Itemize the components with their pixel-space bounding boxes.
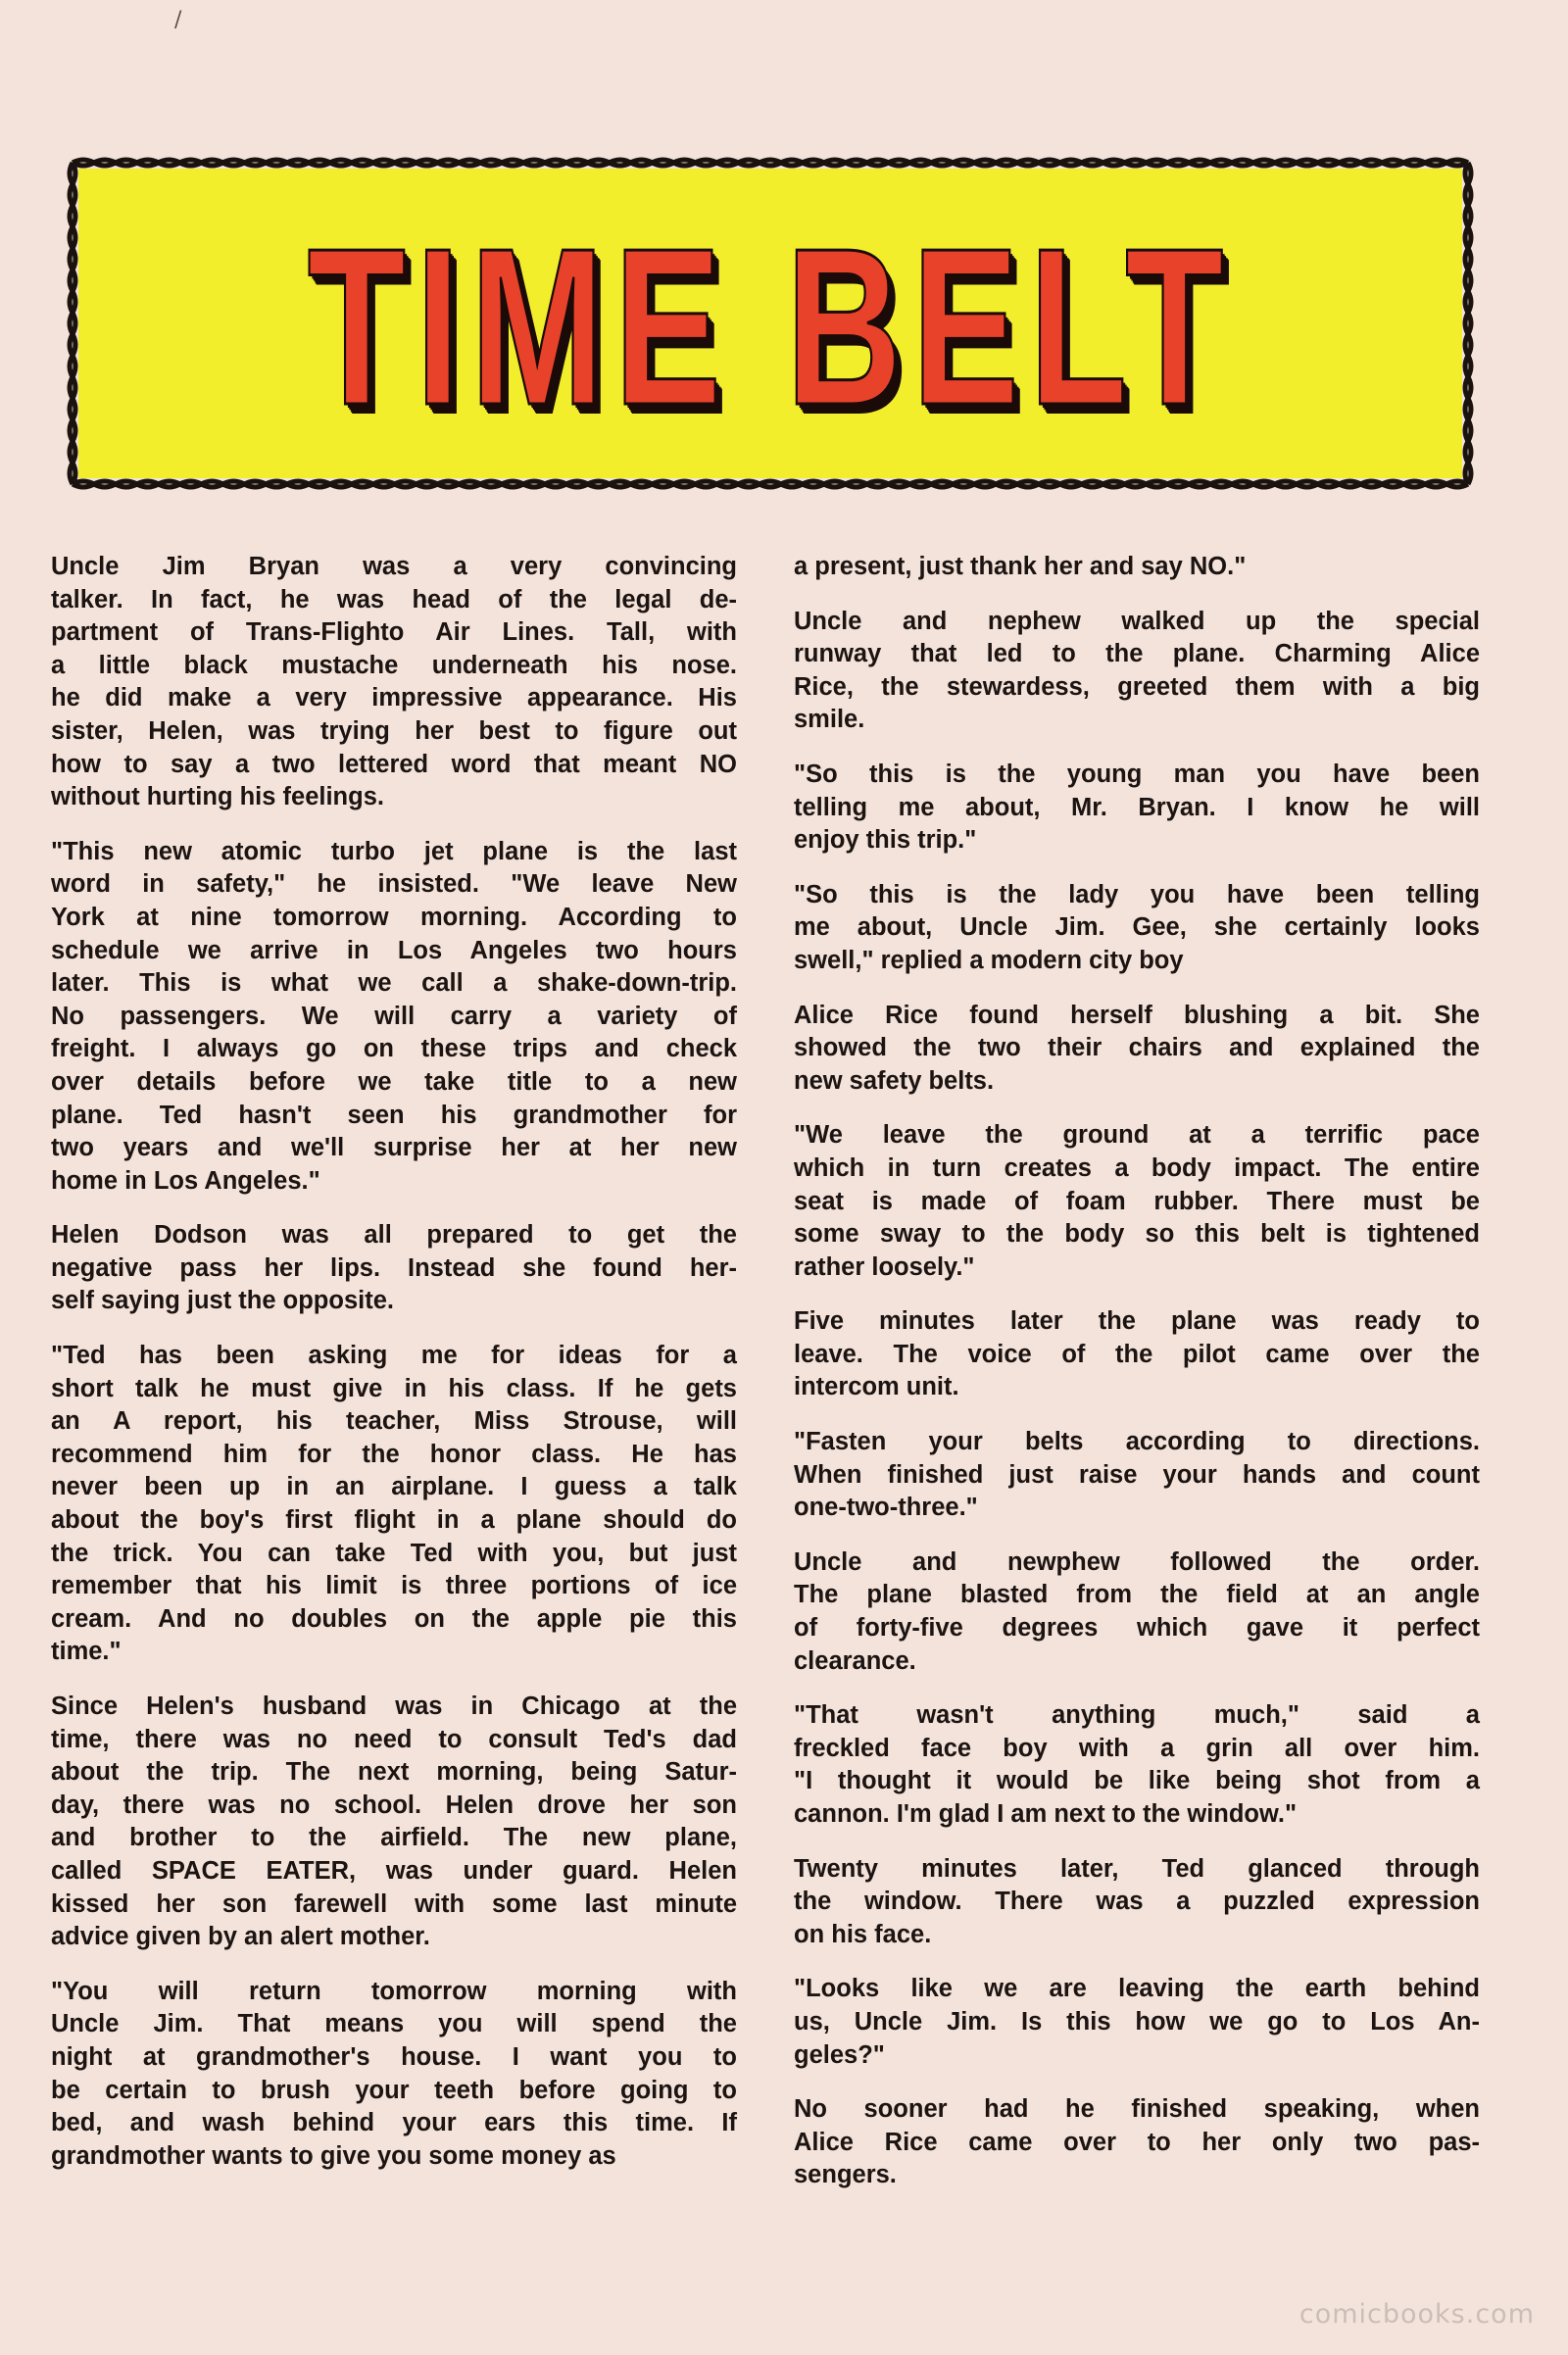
- text-line: Uncle and newphew followed the order.: [794, 1547, 1480, 1576]
- text-line: some sway to the body so this belt is tightened: [794, 1220, 1480, 1249]
- text-line: time.": [51, 1638, 122, 1666]
- text-line: No sooner had he finished speaking, when: [794, 2095, 1480, 2124]
- paragraph: [51, 1976, 737, 2174]
- text-line: showed the two their chairs and explained the: [794, 1034, 1480, 1062]
- text-line: about the trip. The next morning, being Satur-: [51, 1758, 737, 1787]
- text-line: Helen Dodson was all prepared to get the: [51, 1221, 737, 1250]
- text-line: me about, Uncle Jim. Gee, she certainly looks: [794, 913, 1480, 942]
- text-line: plane. Ted hasn't seen his grandmother for: [51, 1101, 737, 1129]
- text-line: geles?": [794, 2040, 885, 2069]
- text-line: a present, just thank her and say NO.": [794, 553, 1247, 580]
- text-line: "We leave the ground at a terrific pace: [794, 1121, 1480, 1150]
- text-line: "Fasten your belts according to directions.: [794, 1428, 1480, 1456]
- text-line: "I thought it would be like being shot from a: [794, 1767, 1480, 1795]
- text-line: never been up in an airplane. I guess a talk: [51, 1473, 737, 1501]
- text-line: Rice, the stewardess, greeted them with a big: [794, 672, 1480, 701]
- paragraph: [794, 1119, 1480, 1284]
- text-line: negative pass her lips. Instead she found her-: [51, 1253, 737, 1282]
- text-line: self saying just the opposite.: [51, 1287, 394, 1315]
- right-column: [794, 551, 1480, 2214]
- text-line: sister, Helen, was trying her best to figure out: [51, 716, 737, 745]
- text-line: Uncle and nephew walked up the special: [794, 607, 1480, 635]
- text-line: day, there was no school. Helen drove her son: [51, 1791, 737, 1819]
- text-line: remember that his limit is three portions of ice: [51, 1572, 737, 1600]
- text-line: enjoy this trip.": [794, 826, 977, 855]
- text-line: which in turn creates a body impact. The entire: [794, 1153, 1480, 1182]
- text-line: When finished just raise your hands and count: [794, 1460, 1480, 1489]
- text-line: and brother to the airfield. The new plane,: [51, 1824, 737, 1852]
- text-line: us, Uncle Jim. Is this how we go to Los An-: [794, 2007, 1480, 2036]
- text-line: swell," replied a modern city boy: [794, 946, 1184, 974]
- text-line: Alice Rice came over to her only two pas-: [794, 2128, 1480, 2156]
- text-line: The plane blasted from the field at an angle: [794, 1581, 1480, 1609]
- text-line: partment of Trans-Flighto Air Lines. Tall, with: [51, 618, 737, 647]
- text-line: "So this is the lady you have been telling: [794, 880, 1480, 908]
- left-column: [51, 551, 737, 2194]
- text-line: intercom unit.: [794, 1373, 959, 1401]
- paragraph: [794, 1853, 1480, 1952]
- text-line: recommend him for the honor class. He has: [51, 1440, 737, 1468]
- paragraph: [794, 1000, 1480, 1099]
- text-line: telling me about, Mr. Bryan. I know he will: [794, 793, 1480, 821]
- text-line: cream. And no doubles on the apple pie this: [51, 1604, 737, 1633]
- page-speck: /: [174, 8, 182, 32]
- text-line: talker. In fact, he was head of the legal de-: [51, 585, 737, 613]
- text-line: "Ted has been asking me for ideas for a: [51, 1342, 737, 1370]
- text-line: "That wasn't anything much," said a: [794, 1701, 1480, 1730]
- text-line: over details before we take title to a new: [51, 1067, 737, 1096]
- page-title: TIME BELT: [307, 202, 1234, 452]
- paragraph: [794, 759, 1480, 858]
- paragraph: [794, 551, 1480, 584]
- text-line: the window. There was a puzzled expression: [794, 1888, 1480, 1916]
- text-line: new safety belts.: [794, 1066, 995, 1095]
- text-line: "This new atomic turbo jet plane is the last: [51, 837, 737, 865]
- text-line: Uncle Jim. That means you will spend the: [51, 2010, 737, 2038]
- paragraph: [794, 606, 1480, 737]
- text-line: sengers.: [794, 2161, 897, 2189]
- paragraph: [794, 1973, 1480, 2072]
- text-line: Twenty minutes later, Ted glanced through: [794, 1854, 1480, 1883]
- text-line: of forty-five degrees which gave it perfect: [794, 1614, 1480, 1643]
- text-line: word in safety," he insisted. "We leave New: [51, 870, 737, 899]
- text-line: freckled face boy with a grin all over him.: [794, 1734, 1480, 1762]
- text-line: runway that led to the plane. Charming Alice: [794, 640, 1480, 668]
- text-line: a little black mustache underneath his nose.: [51, 651, 737, 679]
- text-line: Five minutes later the plane was ready to: [794, 1307, 1480, 1336]
- text-line: advice given by an alert mother.: [51, 1923, 430, 1951]
- paragraph: [51, 836, 737, 1199]
- paragraph: [51, 551, 737, 814]
- paragraph: [51, 1340, 737, 1669]
- text-line: be certain to brush your teeth before going to: [51, 2076, 737, 2104]
- text-line: smile.: [794, 706, 865, 734]
- text-line: about the boy's first flight in a plane should do: [51, 1506, 737, 1535]
- text-line: without hurting his feelings.: [51, 783, 384, 811]
- text-line: night at grandmother's house. I want you to: [51, 2042, 737, 2071]
- paragraph: [51, 1219, 737, 1318]
- paragraph: [51, 1691, 737, 1954]
- text-line: one-two-three.": [794, 1494, 978, 1522]
- paragraph: [794, 879, 1480, 978]
- site-watermark: comicbooks.com: [1298, 2299, 1535, 2330]
- text-line: the trick. You can take Ted with you, but just: [51, 1539, 737, 1567]
- text-line: bed, and wash behind your ears this time. If: [51, 2109, 737, 2137]
- paragraph: [794, 1699, 1480, 1831]
- paragraph: [794, 1305, 1480, 1404]
- text-line: called SPACE EATER, was under guard. Helen: [51, 1856, 737, 1885]
- text-line: leave. The voice of the pilot came over the: [794, 1340, 1480, 1368]
- text-line: he did make a very impressive appearance. His: [51, 684, 737, 712]
- text-line: time, there was no need to consult Ted's dad: [51, 1725, 737, 1753]
- text-line: grandmother wants to give you some money as: [51, 2141, 616, 2170]
- text-line: "Looks like we are leaving the earth behind: [794, 1975, 1480, 2003]
- paragraph: [794, 1546, 1480, 1678]
- text-line: kissed her son farewell with some last minute: [51, 1889, 737, 1918]
- text-line: an A report, his teacher, Miss Strouse, will: [51, 1407, 737, 1436]
- paragraph: [794, 2093, 1480, 2192]
- text-line: how to say a two lettered word that meant NO: [51, 750, 737, 778]
- text-line: freight. I always go on these trips and check: [51, 1035, 737, 1063]
- text-line: "You will return tomorrow morning with: [51, 1977, 737, 2005]
- text-line: clearance.: [794, 1646, 916, 1675]
- paragraph: [794, 1426, 1480, 1525]
- text-line: Uncle Jim Bryan was a very convincing: [51, 553, 737, 580]
- text-line: short talk he must give in his class. If he gets: [51, 1374, 737, 1402]
- title-wrap: [61, 149, 1480, 498]
- text-line: seat is made of foam rubber. There must be: [794, 1187, 1480, 1215]
- text-line: on his face.: [794, 1920, 932, 1948]
- text-line: schedule we arrive in Los Angeles two hours: [51, 936, 737, 964]
- text-line: two years and we'll surprise her at her new: [51, 1134, 737, 1162]
- text-line: "So this is the young man you have been: [794, 760, 1480, 788]
- text-line: Alice Rice found herself blushing a bit. She: [794, 1001, 1480, 1029]
- text-line: Since Helen's husband was in Chicago at the: [51, 1693, 737, 1720]
- text-line: home in Los Angeles.": [51, 1166, 320, 1195]
- text-line: No passengers. We will carry a variety of: [51, 1002, 737, 1030]
- text-line: rather loosely.": [794, 1252, 975, 1281]
- text-line: later. This is what we call a shake-down-trip.: [51, 969, 737, 998]
- text-line: York at nine tomorrow morning. According to: [51, 903, 737, 931]
- text-line: cannon. I'm glad I am next to the window.": [794, 1800, 1298, 1828]
- title-banner: [61, 149, 1480, 498]
